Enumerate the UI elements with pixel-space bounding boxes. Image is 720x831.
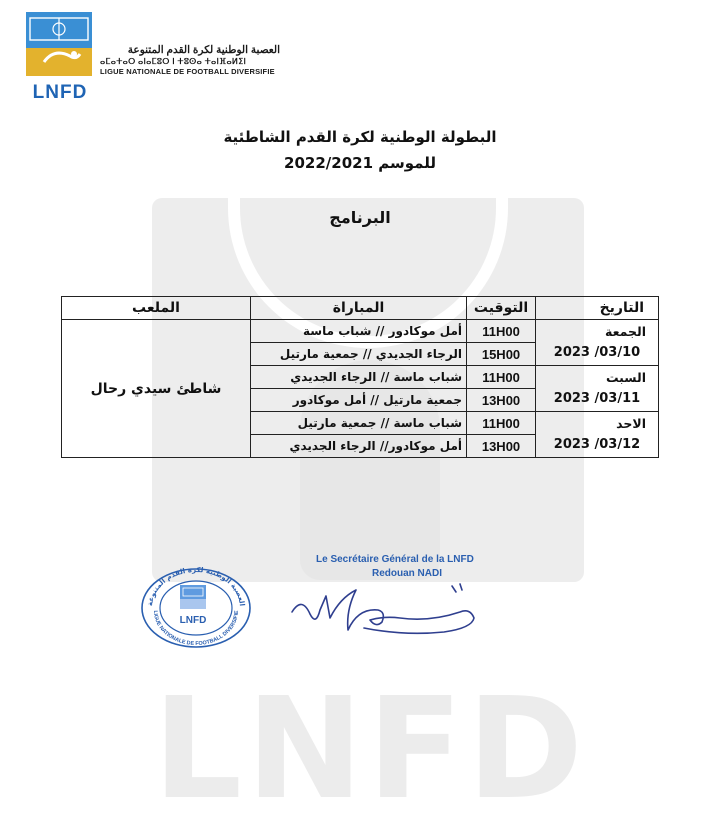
table-header-row [62,297,659,320]
org-name-tifinagh: ⴰⵎⴰⵜⴰⵔ ⴰⵏⴰⵎⵓⵔ ⵏ ⵜⵓⵙⴰ ⵜⴰⵏⴼⴰⵍⵉⵏ [100,57,247,66]
header-venue: الملعب [62,297,251,320]
signatory-title: Le Secrétaire Général de la LNFD [316,554,474,565]
day-label: السبت [605,369,646,385]
time-cell: 11H00 [467,412,536,435]
match-cell: شباب ماسة // جمعية مارتيل [251,412,467,435]
match-cell: جمعية مارتيل // أمل موكادور [251,389,467,412]
venue-cell: شاطئ سيدي رحال [62,320,251,458]
time-cell: 11H00 [467,320,536,343]
time-cell: 13H00 [467,389,536,412]
stamp-ring-arabic: العصبة الوطنية لكرة القدم المتنوعة [146,567,246,607]
beach-logo-icon [26,12,92,76]
time-cell: 13H00 [467,435,536,458]
season-title: للموسم 2022/2021 [284,154,436,172]
header-date: التاريخ [536,297,659,320]
championship-title: البطولة الوطنية لكرة القدم الشاطئية [223,128,497,146]
stamp-center [164,581,222,635]
match-cell: أمل موكادور// الرجاء الجديدي [251,435,467,458]
org-name-block [100,44,280,76]
date-label: 2023 /03/12 [553,436,641,452]
stamp-brand: LNFD [179,615,207,626]
time-cell: 11H00 [467,366,536,389]
date-label: 2023 /03/10 [553,344,641,360]
org-name-french: LIGUE NATIONALE DE FOOTBALL DIVERSIFIE [100,67,275,76]
day-label: الاحد [616,415,646,431]
stamp-beach-icon [164,581,222,615]
logo-brand-text: LNFD [32,82,88,103]
signatory-name: Redouan NADI [372,568,442,579]
stamp-ring-french: LIGUE NATIONALE DE FOOTBALL DIVERSIFIE [151,610,241,648]
handwritten-signature [284,572,504,642]
schedule-table [61,296,659,458]
date-label: 2023 /03/11 [553,390,641,406]
day-label: الجمعة [604,323,646,339]
match-cell: الرجاء الجديدي // جمعية مارتيل [251,343,467,366]
date-cell [536,320,659,366]
match-cell: أمل موكادور // شباب ماسة [251,320,467,343]
date-cell [536,366,659,412]
watermark-brand: LNFD [152,668,588,831]
header-time: التوقيت [467,297,536,320]
lnfd-logo [26,12,94,104]
header-match: المباراة [251,297,467,320]
time-cell: 15H00 [467,343,536,366]
official-stamp [140,567,252,649]
date-cell [536,412,659,458]
match-cell: شباب ماسة // الرجاء الجديدي [251,366,467,389]
org-name-arabic: العصبة الوطنية لكرة القدم المتنوعة [127,44,280,56]
table-row [62,320,659,343]
program-title: البرنامج [329,208,391,227]
